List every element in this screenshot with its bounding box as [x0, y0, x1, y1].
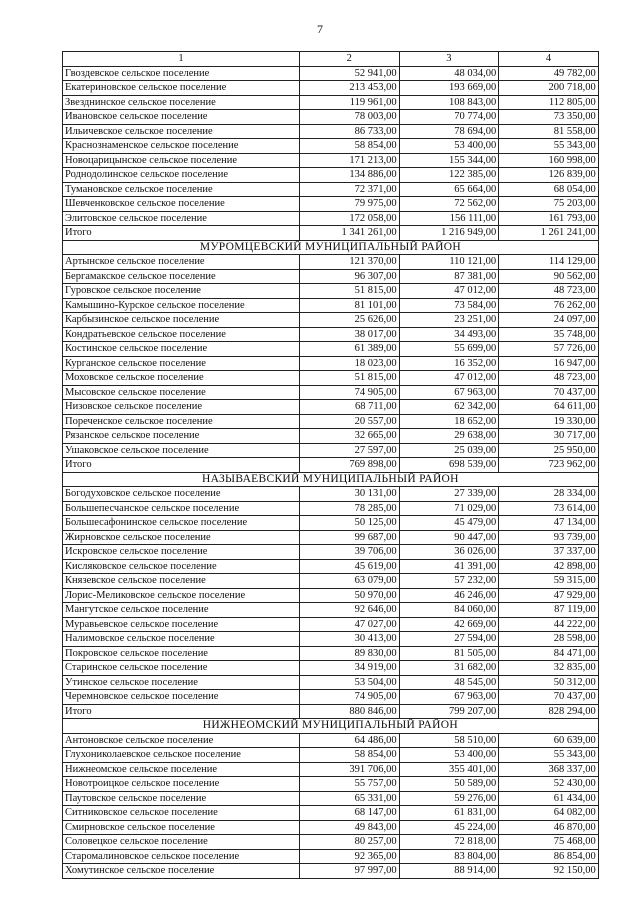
amount-cell-col-4: 160 998,00 [499, 153, 599, 168]
amount-cell-col-3: 72 562,00 [399, 197, 499, 212]
amount-cell-col-3: 55 699,00 [399, 342, 499, 357]
amount-cell-col-4: 49 782,00 [499, 66, 599, 81]
amount-cell-col-4: 24 097,00 [499, 313, 599, 328]
table-row [63, 588, 599, 603]
settlement-name-cell: Хомутинское сельское поселение [63, 864, 300, 879]
amount-cell-col-2: 78 285,00 [300, 501, 400, 516]
amount-cell-col-3: 65 664,00 [399, 182, 499, 197]
settlement-name-cell: Новоцарицынское сельское поселение [63, 153, 300, 168]
amount-cell-col-4: 28 598,00 [499, 632, 599, 647]
settlement-name-cell: Роднодолинское сельское поселение [63, 168, 300, 183]
amount-cell-col-3: 698 539,00 [399, 458, 499, 473]
amount-cell-col-4: 68 054,00 [499, 182, 599, 197]
settlement-name-cell: Новотроицкое сельское поселение [63, 777, 300, 792]
amount-cell-col-2: 27 597,00 [300, 443, 400, 458]
amount-cell-col-3: 53 400,00 [399, 748, 499, 763]
settlement-name-cell: Соловецкое сельское поселение [63, 835, 300, 850]
amount-cell-col-2: 20 557,00 [300, 414, 400, 429]
table-row [63, 748, 599, 763]
amount-cell-col-4: 35 748,00 [499, 327, 599, 342]
settlement-name-cell: Кондратьевское сельское поселение [63, 327, 300, 342]
amount-cell-col-2: 39 706,00 [300, 545, 400, 560]
amount-cell-col-3: 155 344,00 [399, 153, 499, 168]
amount-cell-col-2: 92 365,00 [300, 849, 400, 864]
district-title: НИЖНЕОМСКИЙ МУНИЦИПАЛЬНЫЙ РАЙОН [63, 719, 599, 734]
amount-cell-col-3: 67 963,00 [399, 690, 499, 705]
settlement-name-cell: Мангутское сельское поселение [63, 603, 300, 618]
amount-cell-col-2: 34 919,00 [300, 661, 400, 676]
table-row [63, 124, 599, 139]
table-row [63, 429, 599, 444]
amount-cell-col-4: 92 150,00 [499, 864, 599, 879]
table-row [63, 545, 599, 560]
settlement-name-cell: Князевское сельское поселение [63, 574, 300, 589]
table-row [63, 342, 599, 357]
amount-cell-col-2: 53 504,00 [300, 675, 400, 690]
settlement-name-cell: Итого [63, 226, 300, 241]
amount-cell-col-2: 86 733,00 [300, 124, 400, 139]
amount-cell-col-3: 50 589,00 [399, 777, 499, 792]
amount-cell-col-4: 47 134,00 [499, 516, 599, 531]
amount-cell-col-3: 23 251,00 [399, 313, 499, 328]
amount-cell-col-2: 89 830,00 [300, 646, 400, 661]
amount-cell-col-4: 86 854,00 [499, 849, 599, 864]
amount-cell-col-4: 61 434,00 [499, 791, 599, 806]
settlement-name-cell: Гвоздевское сельское поселение [63, 66, 300, 81]
amount-cell-col-2: 121 370,00 [300, 255, 400, 270]
amount-cell-col-2: 49 843,00 [300, 820, 400, 835]
amount-cell-col-4: 73 350,00 [499, 110, 599, 125]
table-row [63, 690, 599, 705]
amount-cell-col-3: 88 914,00 [399, 864, 499, 879]
settlement-name-cell: Большепесчанское сельское поселение [63, 501, 300, 516]
header-cell-1: 1 [63, 52, 300, 67]
amount-cell-col-3: 18 652,00 [399, 414, 499, 429]
settlement-name-cell: Карбызинское сельское поселение [63, 313, 300, 328]
settlement-name-cell: Артынское сельское поселение [63, 255, 300, 270]
amount-cell-col-4: 19 330,00 [499, 414, 599, 429]
amount-cell-col-3: 67 963,00 [399, 385, 499, 400]
settlement-name-cell: Паутовское сельское поселение [63, 791, 300, 806]
amount-cell-col-2: 61 389,00 [300, 342, 400, 357]
amount-cell-col-4: 37 337,00 [499, 545, 599, 560]
settlement-name-cell: Глухониколаевское сельское поселение [63, 748, 300, 763]
amount-cell-col-3: 73 584,00 [399, 298, 499, 313]
budget-table [62, 51, 599, 879]
amount-cell-col-3: 27 594,00 [399, 632, 499, 647]
amount-cell-col-3: 110 121,00 [399, 255, 499, 270]
amount-cell-col-3: 59 276,00 [399, 791, 499, 806]
amount-cell-col-3: 122 385,00 [399, 168, 499, 183]
amount-cell-col-3: 799 207,00 [399, 704, 499, 719]
settlement-name-cell: Искровское сельское поселение [63, 545, 300, 560]
table-row [63, 501, 599, 516]
amount-cell-col-3: 34 493,00 [399, 327, 499, 342]
amount-cell-col-4: 57 726,00 [499, 342, 599, 357]
settlement-name-cell: Итого [63, 458, 300, 473]
amount-cell-col-3: 36 026,00 [399, 545, 499, 560]
settlement-name-cell: Жирновское сельское поселение [63, 530, 300, 545]
table-row [63, 313, 599, 328]
settlement-name-cell: Налимовское сельское поселение [63, 632, 300, 647]
settlement-name-cell: Старинское сельское поселение [63, 661, 300, 676]
amount-cell-col-2: 18 023,00 [300, 356, 400, 371]
amount-cell-col-2: 80 257,00 [300, 835, 400, 850]
amount-cell-col-3: 48 545,00 [399, 675, 499, 690]
amount-cell-col-2: 51 815,00 [300, 284, 400, 299]
table-row [63, 182, 599, 197]
settlement-name-cell: Большесафонинское сельское поселение [63, 516, 300, 531]
amount-cell-col-4: 44 222,00 [499, 617, 599, 632]
settlement-name-cell: Ситниковское сельское поселение [63, 806, 300, 821]
amount-cell-col-2: 52 941,00 [300, 66, 400, 81]
amount-cell-col-2: 65 331,00 [300, 791, 400, 806]
amount-cell-col-3: 47 012,00 [399, 371, 499, 386]
amount-cell-col-3: 90 447,00 [399, 530, 499, 545]
settlement-name-cell: Муравьевское сельское поселение [63, 617, 300, 632]
district-title: МУРОМЦЕВСКИЙ МУНИЦИПАЛЬНЫЙ РАЙОН [63, 240, 599, 255]
amount-cell-col-4: 200 718,00 [499, 81, 599, 96]
amount-cell-col-3: 84 060,00 [399, 603, 499, 618]
amount-cell-col-4: 16 947,00 [499, 356, 599, 371]
amount-cell-col-3: 156 111,00 [399, 211, 499, 226]
amount-cell-col-4: 81 558,00 [499, 124, 599, 139]
amount-cell-col-2: 1 341 261,00 [300, 226, 400, 241]
amount-cell-col-3: 57 232,00 [399, 574, 499, 589]
amount-cell-col-3: 78 694,00 [399, 124, 499, 139]
settlement-name-cell: Ушаковское сельское поселение [63, 443, 300, 458]
settlement-name-cell: Екатериновское сельское поселение [63, 81, 300, 96]
amount-cell-col-3: 27 339,00 [399, 487, 499, 502]
amount-cell-col-2: 74 905,00 [300, 385, 400, 400]
amount-cell-col-2: 74 905,00 [300, 690, 400, 705]
amount-cell-col-2: 51 815,00 [300, 371, 400, 386]
settlement-name-cell: Антоновское сельское поселение [63, 733, 300, 748]
amount-cell-col-2: 47 027,00 [300, 617, 400, 632]
table-row [63, 617, 599, 632]
table-row [63, 356, 599, 371]
settlement-name-cell: Богодуховское сельское поселение [63, 487, 300, 502]
amount-cell-col-4: 47 929,00 [499, 588, 599, 603]
settlement-name-cell: Черемновское сельское поселение [63, 690, 300, 705]
settlement-name-cell: Покровское сельское поселение [63, 646, 300, 661]
amount-cell-col-3: 41 391,00 [399, 559, 499, 574]
amount-cell-col-4: 70 437,00 [499, 385, 599, 400]
amount-cell-col-2: 32 665,00 [300, 429, 400, 444]
settlement-name-cell: Итого [63, 704, 300, 719]
amount-cell-col-3: 193 669,00 [399, 81, 499, 96]
amount-cell-col-3: 1 216 949,00 [399, 226, 499, 241]
amount-cell-col-2: 45 619,00 [300, 559, 400, 574]
header-cell-2: 2 [300, 52, 400, 67]
total-row [63, 226, 599, 241]
table-row [63, 820, 599, 835]
amount-cell-col-2: 96 307,00 [300, 269, 400, 284]
amount-cell-col-3: 108 843,00 [399, 95, 499, 110]
amount-cell-col-4: 64 611,00 [499, 400, 599, 415]
amount-cell-col-4: 73 614,00 [499, 501, 599, 516]
amount-cell-col-2: 134 886,00 [300, 168, 400, 183]
amount-cell-col-4: 55 343,00 [499, 139, 599, 154]
amount-cell-col-3: 72 818,00 [399, 835, 499, 850]
header-cell-3: 3 [399, 52, 499, 67]
amount-cell-col-4: 76 262,00 [499, 298, 599, 313]
amount-cell-col-4: 75 468,00 [499, 835, 599, 850]
table-row [63, 298, 599, 313]
table-row [63, 95, 599, 110]
settlement-name-cell: Пореченское сельское поселение [63, 414, 300, 429]
amount-cell-col-2: 30 131,00 [300, 487, 400, 502]
amount-cell-col-4: 28 334,00 [499, 487, 599, 502]
settlement-name-cell: Тумановское сельское поселение [63, 182, 300, 197]
settlement-name-cell: Кисляковское сельское поселение [63, 559, 300, 574]
amount-cell-col-3: 47 012,00 [399, 284, 499, 299]
amount-cell-col-4: 70 437,00 [499, 690, 599, 705]
table-row [63, 574, 599, 589]
settlement-name-cell: Мысовское сельское поселение [63, 385, 300, 400]
settlement-name-cell: Гуровское сельское поселение [63, 284, 300, 299]
settlement-name-cell: Смирновское сельское поселение [63, 820, 300, 835]
amount-cell-col-2: 72 371,00 [300, 182, 400, 197]
total-row [63, 458, 599, 473]
district-header-row [63, 719, 599, 734]
amount-cell-col-2: 63 079,00 [300, 574, 400, 589]
amount-cell-col-4: 126 839,00 [499, 168, 599, 183]
amount-cell-col-2: 92 646,00 [300, 603, 400, 618]
amount-cell-col-3: 355 401,00 [399, 762, 499, 777]
settlement-name-cell: Шевченковское сельское поселение [63, 197, 300, 212]
amount-cell-col-4: 114 129,00 [499, 255, 599, 270]
amount-cell-col-2: 68 711,00 [300, 400, 400, 415]
amount-cell-col-4: 87 119,00 [499, 603, 599, 618]
amount-cell-col-4: 50 312,00 [499, 675, 599, 690]
amount-cell-col-4: 828 294,00 [499, 704, 599, 719]
amount-cell-col-3: 61 831,00 [399, 806, 499, 821]
settlement-name-cell: Моховское сельское поселение [63, 371, 300, 386]
amount-cell-col-3: 16 352,00 [399, 356, 499, 371]
settlement-name-cell: Краснознаменское сельское поселение [63, 139, 300, 154]
amount-cell-col-2: 58 854,00 [300, 139, 400, 154]
district-header-row [63, 472, 599, 487]
header-cell-4: 4 [499, 52, 599, 67]
amount-cell-col-2: 99 687,00 [300, 530, 400, 545]
table-row [63, 806, 599, 821]
amount-cell-col-3: 62 342,00 [399, 400, 499, 415]
amount-cell-col-2: 78 003,00 [300, 110, 400, 125]
amount-cell-col-4: 723 962,00 [499, 458, 599, 473]
amount-cell-col-4: 368 337,00 [499, 762, 599, 777]
table-row [63, 414, 599, 429]
amount-cell-col-2: 30 413,00 [300, 632, 400, 647]
table-row [63, 139, 599, 154]
amount-cell-col-4: 25 950,00 [499, 443, 599, 458]
amount-cell-col-4: 48 723,00 [499, 284, 599, 299]
amount-cell-col-4: 52 430,00 [499, 777, 599, 792]
table-row [63, 443, 599, 458]
amount-cell-col-2: 172 058,00 [300, 211, 400, 226]
amount-cell-col-4: 30 717,00 [499, 429, 599, 444]
amount-cell-col-3: 70 774,00 [399, 110, 499, 125]
settlement-name-cell: Камышино-Курское сельское поселение [63, 298, 300, 313]
table-row [63, 864, 599, 879]
amount-cell-col-2: 68 147,00 [300, 806, 400, 821]
settlement-name-cell: Звезднинское сельское поселение [63, 95, 300, 110]
district-header-row [63, 240, 599, 255]
settlement-name-cell: Ильичевское сельское поселение [63, 124, 300, 139]
table-row [63, 168, 599, 183]
table-body [63, 52, 599, 879]
amount-cell-col-2: 769 898,00 [300, 458, 400, 473]
amount-cell-col-2: 55 757,00 [300, 777, 400, 792]
settlement-name-cell: Ивановское сельское поселение [63, 110, 300, 125]
amount-cell-col-2: 38 017,00 [300, 327, 400, 342]
amount-cell-col-4: 90 562,00 [499, 269, 599, 284]
table-row [63, 487, 599, 502]
amount-cell-col-2: 58 854,00 [300, 748, 400, 763]
amount-cell-col-2: 97 997,00 [300, 864, 400, 879]
amount-cell-col-4: 93 739,00 [499, 530, 599, 545]
table-row [63, 530, 599, 545]
table-row [63, 675, 599, 690]
amount-cell-col-2: 25 626,00 [300, 313, 400, 328]
amount-cell-col-4: 1 261 241,00 [499, 226, 599, 241]
table-row [63, 284, 599, 299]
table-row [63, 66, 599, 81]
amount-cell-col-4: 60 639,00 [499, 733, 599, 748]
amount-cell-col-4: 84 471,00 [499, 646, 599, 661]
table-row [63, 153, 599, 168]
table-row [63, 269, 599, 284]
table-row [63, 211, 599, 226]
settlement-name-cell: Низовское сельское поселение [63, 400, 300, 415]
table-row [63, 661, 599, 676]
amount-cell-col-2: 64 486,00 [300, 733, 400, 748]
amount-cell-col-3: 53 400,00 [399, 139, 499, 154]
amount-cell-col-3: 48 034,00 [399, 66, 499, 81]
settlement-name-cell: Нижнеомское сельское поселение [63, 762, 300, 777]
amount-cell-col-3: 87 381,00 [399, 269, 499, 284]
table-row [63, 110, 599, 125]
table-row [63, 646, 599, 661]
table-row [63, 777, 599, 792]
table-row [63, 385, 599, 400]
amount-cell-col-2: 50 125,00 [300, 516, 400, 531]
table-header-row [63, 52, 599, 67]
total-row [63, 704, 599, 719]
table-row [63, 603, 599, 618]
amount-cell-col-4: 42 898,00 [499, 559, 599, 574]
amount-cell-col-3: 81 505,00 [399, 646, 499, 661]
amount-cell-col-3: 46 246,00 [399, 588, 499, 603]
amount-cell-col-3: 45 479,00 [399, 516, 499, 531]
amount-cell-col-4: 32 835,00 [499, 661, 599, 676]
amount-cell-col-3: 29 638,00 [399, 429, 499, 444]
district-title: НАЗЫВАЕВСКИЙ МУНИЦИПАЛЬНЫЙ РАЙОН [63, 472, 599, 487]
table-row [63, 81, 599, 96]
amount-cell-col-2: 880 846,00 [300, 704, 400, 719]
amount-cell-col-3: 42 669,00 [399, 617, 499, 632]
amount-cell-col-4: 46 870,00 [499, 820, 599, 835]
settlement-name-cell: Утинское сельское поселение [63, 675, 300, 690]
table-row [63, 327, 599, 342]
amount-cell-col-4: 55 343,00 [499, 748, 599, 763]
amount-cell-col-4: 64 082,00 [499, 806, 599, 821]
amount-cell-col-3: 45 224,00 [399, 820, 499, 835]
amount-cell-col-3: 83 804,00 [399, 849, 499, 864]
table-row [63, 835, 599, 850]
table-row [63, 255, 599, 270]
amount-cell-col-2: 119 961,00 [300, 95, 400, 110]
amount-cell-col-4: 161 793,00 [499, 211, 599, 226]
settlement-name-cell: Курганское сельское поселение [63, 356, 300, 371]
settlement-name-cell: Элитовское сельское поселение [63, 211, 300, 226]
amount-cell-col-4: 48 723,00 [499, 371, 599, 386]
table-row [63, 516, 599, 531]
amount-cell-col-3: 25 039,00 [399, 443, 499, 458]
settlement-name-cell: Костинское сельское поселение [63, 342, 300, 357]
table-row [63, 849, 599, 864]
amount-cell-col-3: 58 510,00 [399, 733, 499, 748]
amount-cell-col-4: 59 315,00 [499, 574, 599, 589]
amount-cell-col-2: 171 213,00 [300, 153, 400, 168]
page-number: 7 [317, 22, 323, 36]
table-row [63, 791, 599, 806]
amount-cell-col-2: 79 975,00 [300, 197, 400, 212]
settlement-name-cell: Старомалиновское сельское поселение [63, 849, 300, 864]
settlement-name-cell: Бергамакское сельское поселение [63, 269, 300, 284]
table-row [63, 762, 599, 777]
amount-cell-col-2: 81 101,00 [300, 298, 400, 313]
amount-cell-col-2: 391 706,00 [300, 762, 400, 777]
table-row [63, 371, 599, 386]
amount-cell-col-3: 71 029,00 [399, 501, 499, 516]
amount-cell-col-2: 50 970,00 [300, 588, 400, 603]
amount-cell-col-4: 75 203,00 [499, 197, 599, 212]
amount-cell-col-4: 112 805,00 [499, 95, 599, 110]
table-row [63, 197, 599, 212]
settlement-name-cell: Рязанское сельское поселение [63, 429, 300, 444]
table-row [63, 559, 599, 574]
table-row [63, 733, 599, 748]
settlement-name-cell: Лорис-Меликовское сельское поселение [63, 588, 300, 603]
amount-cell-col-2: 213 453,00 [300, 81, 400, 96]
amount-cell-col-3: 31 682,00 [399, 661, 499, 676]
table-row [63, 400, 599, 415]
table-row [63, 632, 599, 647]
